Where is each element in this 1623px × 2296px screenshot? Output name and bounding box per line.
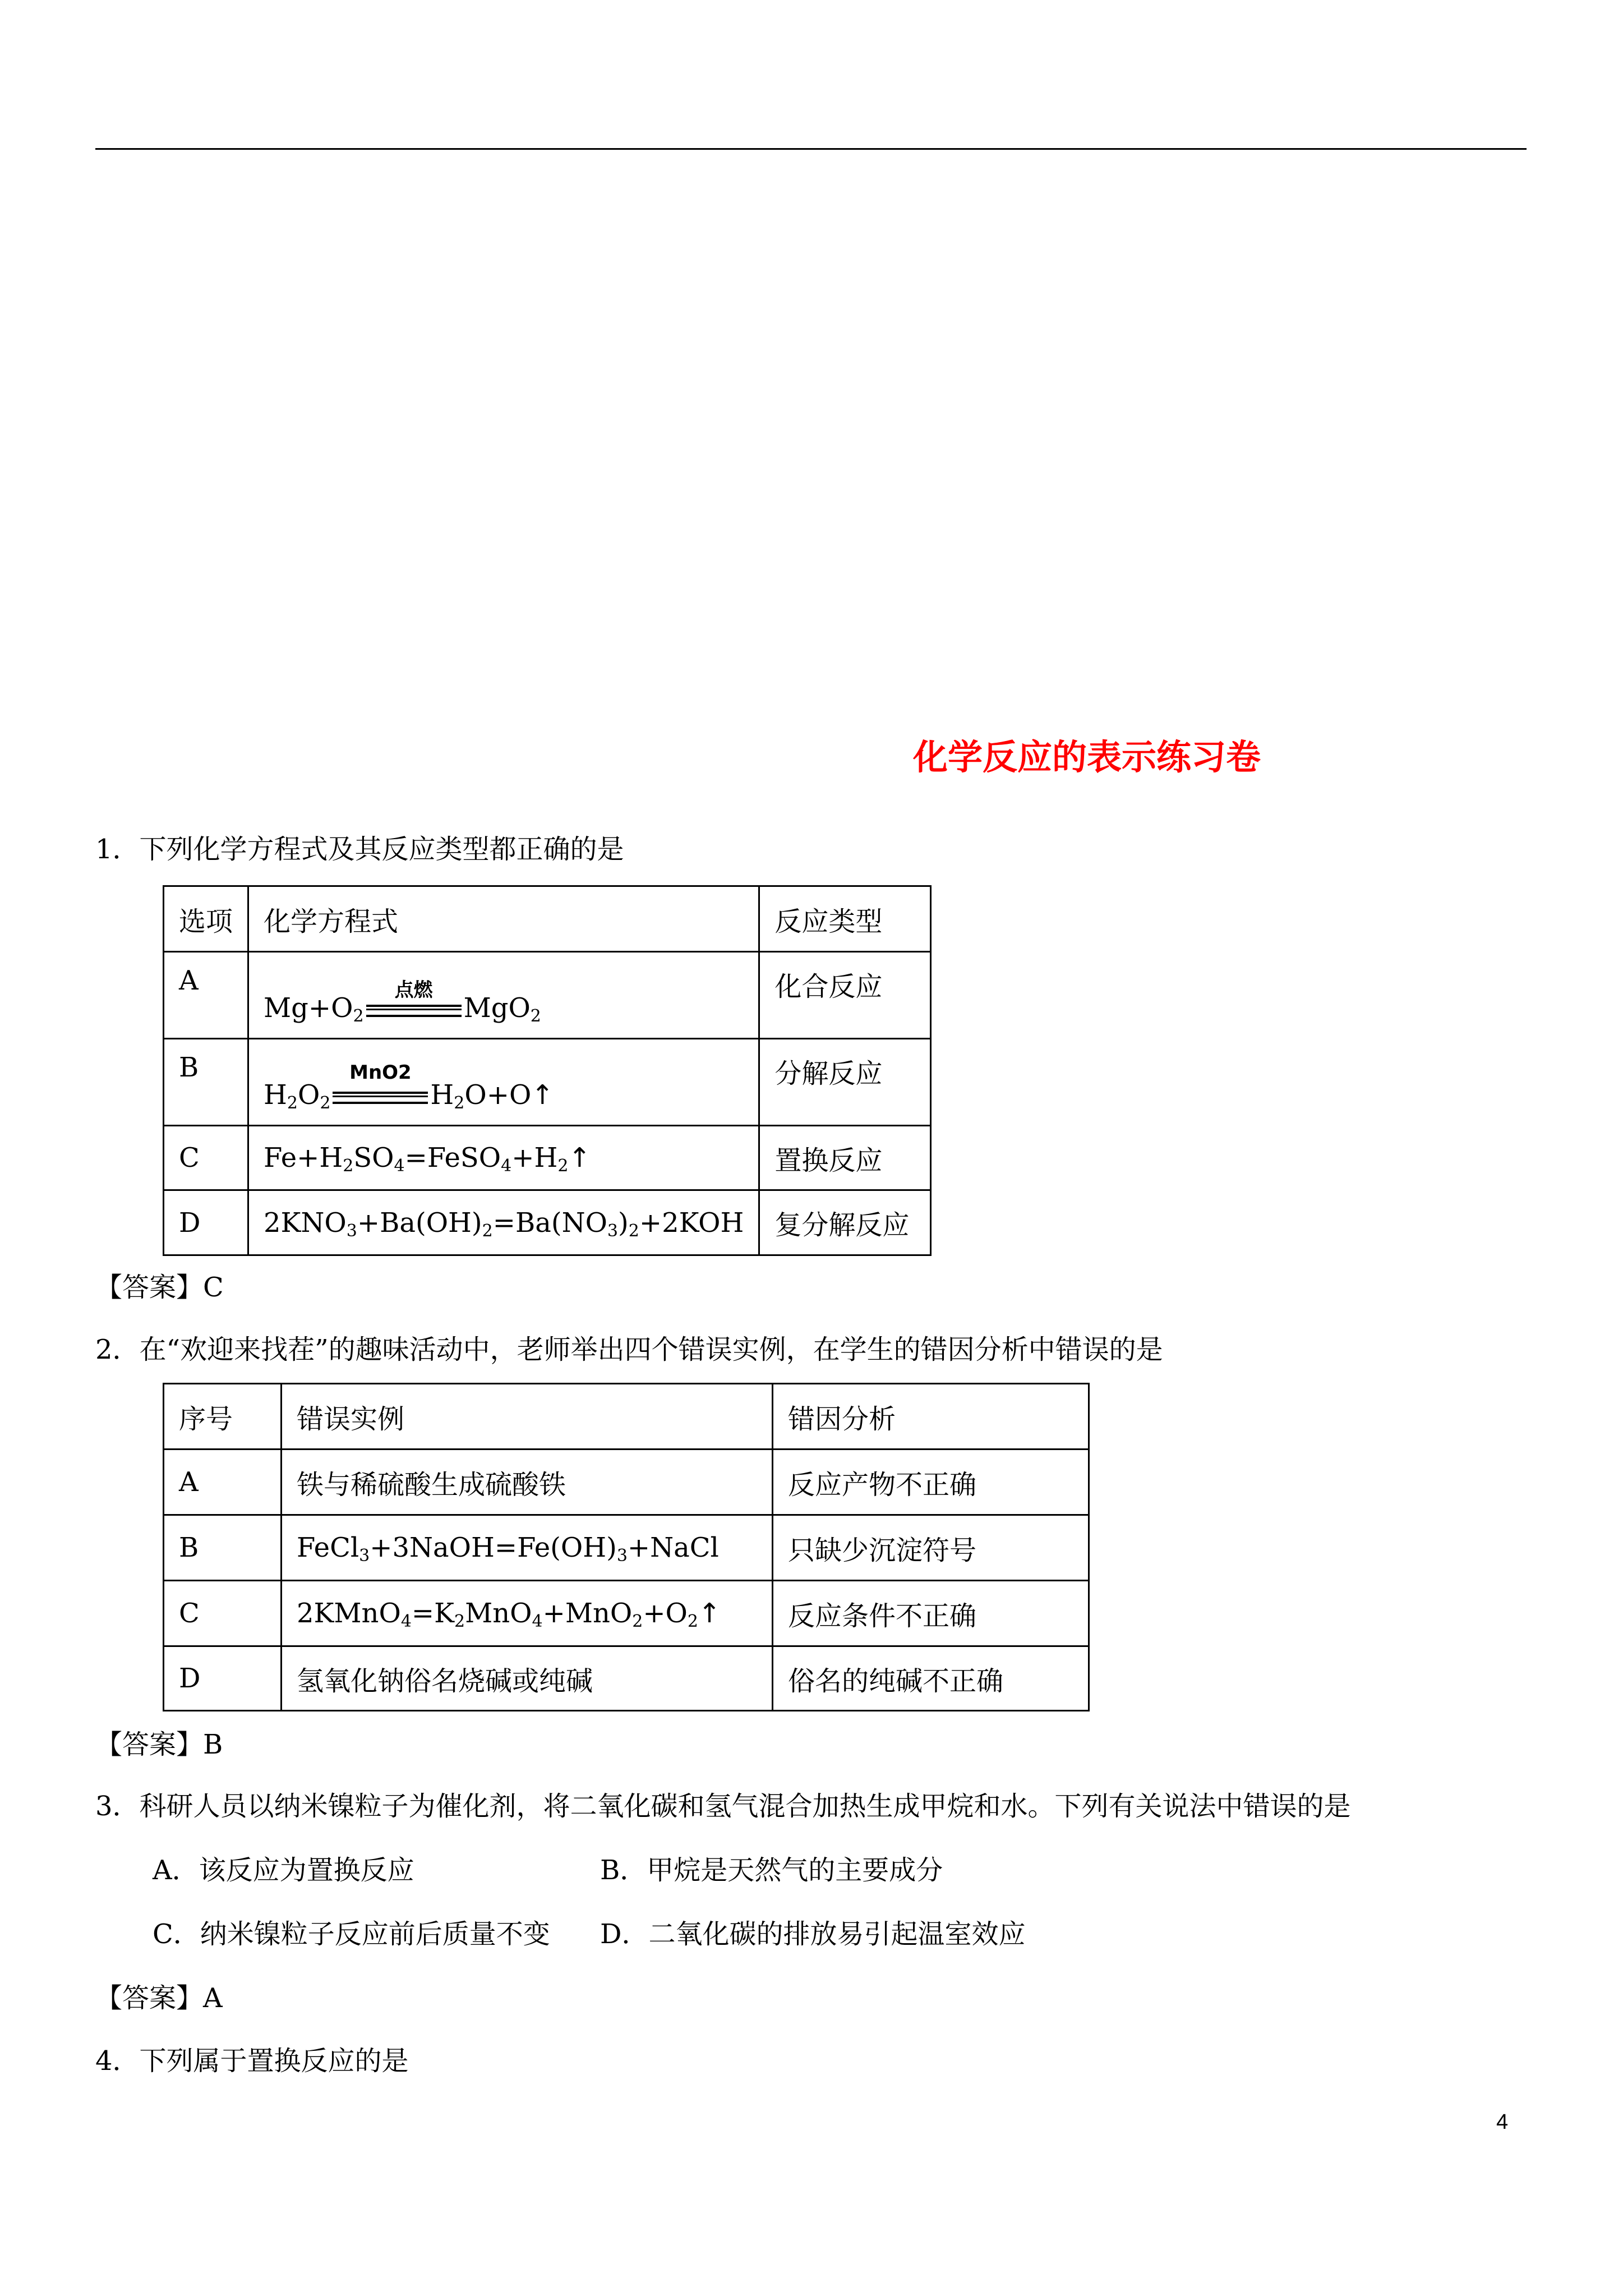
question-1-table [163, 885, 932, 1256]
row-analysis: 反应条件不正确 [773, 1581, 1089, 1646]
table-row [164, 1450, 1089, 1515]
header-error-example: 错误实例 [282, 1384, 773, 1450]
row-option: D [164, 1190, 248, 1255]
question-1-answer: 【答案】C [95, 1272, 224, 1303]
row-equation [248, 1039, 759, 1126]
gas-arrow-icon: ↑ [568, 1142, 591, 1174]
row-example: 氢氧化钠俗名烧碱或纯碱 [282, 1646, 773, 1711]
question-2-table [163, 1383, 1090, 1711]
table-row [164, 1190, 931, 1255]
table-row [164, 1581, 1089, 1646]
row-equation: $Fe+H_2SO_4=FeSO_4+H_2↑$ [248, 1126, 759, 1190]
row-reaction-type: 分解反应 [759, 1039, 931, 1126]
table-row [164, 1515, 1089, 1581]
table-row [164, 952, 931, 1039]
question-4-stem: 4．下列属于置换反应的是 [95, 2045, 409, 2077]
question-1-stem: 1．下列化学方程式及其反应类型都正确的是 [95, 834, 624, 865]
gas-arrow-icon: ↑ [698, 1598, 721, 1629]
row-reaction-type: 化合反应 [759, 952, 931, 1039]
reaction-condition: MnO2 [333, 1080, 428, 1114]
gas-arrow-icon: ↑ [531, 1079, 554, 1111]
row-option: D [164, 1646, 282, 1711]
row-option: C [164, 1581, 282, 1646]
question-3-stem: 3．科研人员以纳米镍粒子为催化剂，将二氧化碳和氢气混合加热生成甲烷和水。下列有关说法中错误的是 [95, 1791, 1351, 1822]
table-row [164, 1126, 931, 1190]
table-row [164, 1039, 931, 1126]
question-2-stem: 2．在“欢迎来找茬”的趣味活动中，老师举出四个错误实例，在学生的错因分析中错误的是 [95, 1334, 1163, 1365]
row-analysis: 反应产物不正确 [773, 1450, 1089, 1515]
question-2-answer: 【答案】B [95, 1729, 223, 1760]
row-equation [248, 952, 759, 1039]
row-example: $FeCl_3+3NaOH=Fe(OH)_3+NaCl$ [282, 1515, 773, 1581]
row-equation: $2KNO_3+Ba(OH)_2=Ba(NO_3)_2+2KOH$ [248, 1190, 759, 1255]
row-reaction-type: 复分解反应 [759, 1190, 931, 1255]
page-number: 4 [1496, 2110, 1509, 2134]
row-option: C [164, 1126, 248, 1190]
reaction-condition: 点燃 [366, 993, 462, 1027]
equation-a: $Mg+O_2$ 点燃 MgO$_2$ [264, 978, 541, 1027]
header-option: 选项 [164, 886, 248, 952]
header-rule [95, 148, 1527, 150]
question-3-answer: 【答案】A [95, 1982, 223, 2014]
question-3-option-a: A．该反应为置换反应 [153, 1855, 414, 1886]
header-equation: 化学方程式 [248, 886, 759, 952]
table-row [164, 1646, 1089, 1711]
header-number: 序号 [164, 1384, 282, 1450]
row-option: A [164, 952, 248, 1039]
row-example: 铁与稀硫酸生成硫酸铁 [282, 1450, 773, 1515]
equation-b: $H_2O_2$ MnO2 $H_2O+O↑$ [264, 1061, 554, 1114]
row-option: B [164, 1515, 282, 1581]
table-header-row [164, 1384, 1089, 1450]
row-option: A [164, 1450, 282, 1515]
row-example: $2KMnO_4=K_2MnO_4+MnO_2+O_2↑$ [282, 1581, 773, 1646]
page-title: 化学反应的表示练习卷 [913, 737, 1261, 777]
table-header-row [164, 886, 931, 952]
row-option: B [164, 1039, 248, 1126]
row-analysis: 只缺少沉淀符号 [773, 1515, 1089, 1581]
header-reaction-type: 反应类型 [759, 886, 931, 952]
row-reaction-type: 置换反应 [759, 1126, 931, 1190]
question-3-option-d: D．二氧化碳的排放易引起温室效应 [600, 1918, 1026, 1950]
question-3-option-c: C．纳米镍粒子反应前后质量不变 [153, 1918, 550, 1950]
header-error-analysis: 错因分析 [773, 1384, 1089, 1450]
row-analysis: 俗名的纯碱不正确 [773, 1646, 1089, 1711]
question-3-option-b: B．甲烷是天然气的主要成分 [600, 1855, 943, 1886]
